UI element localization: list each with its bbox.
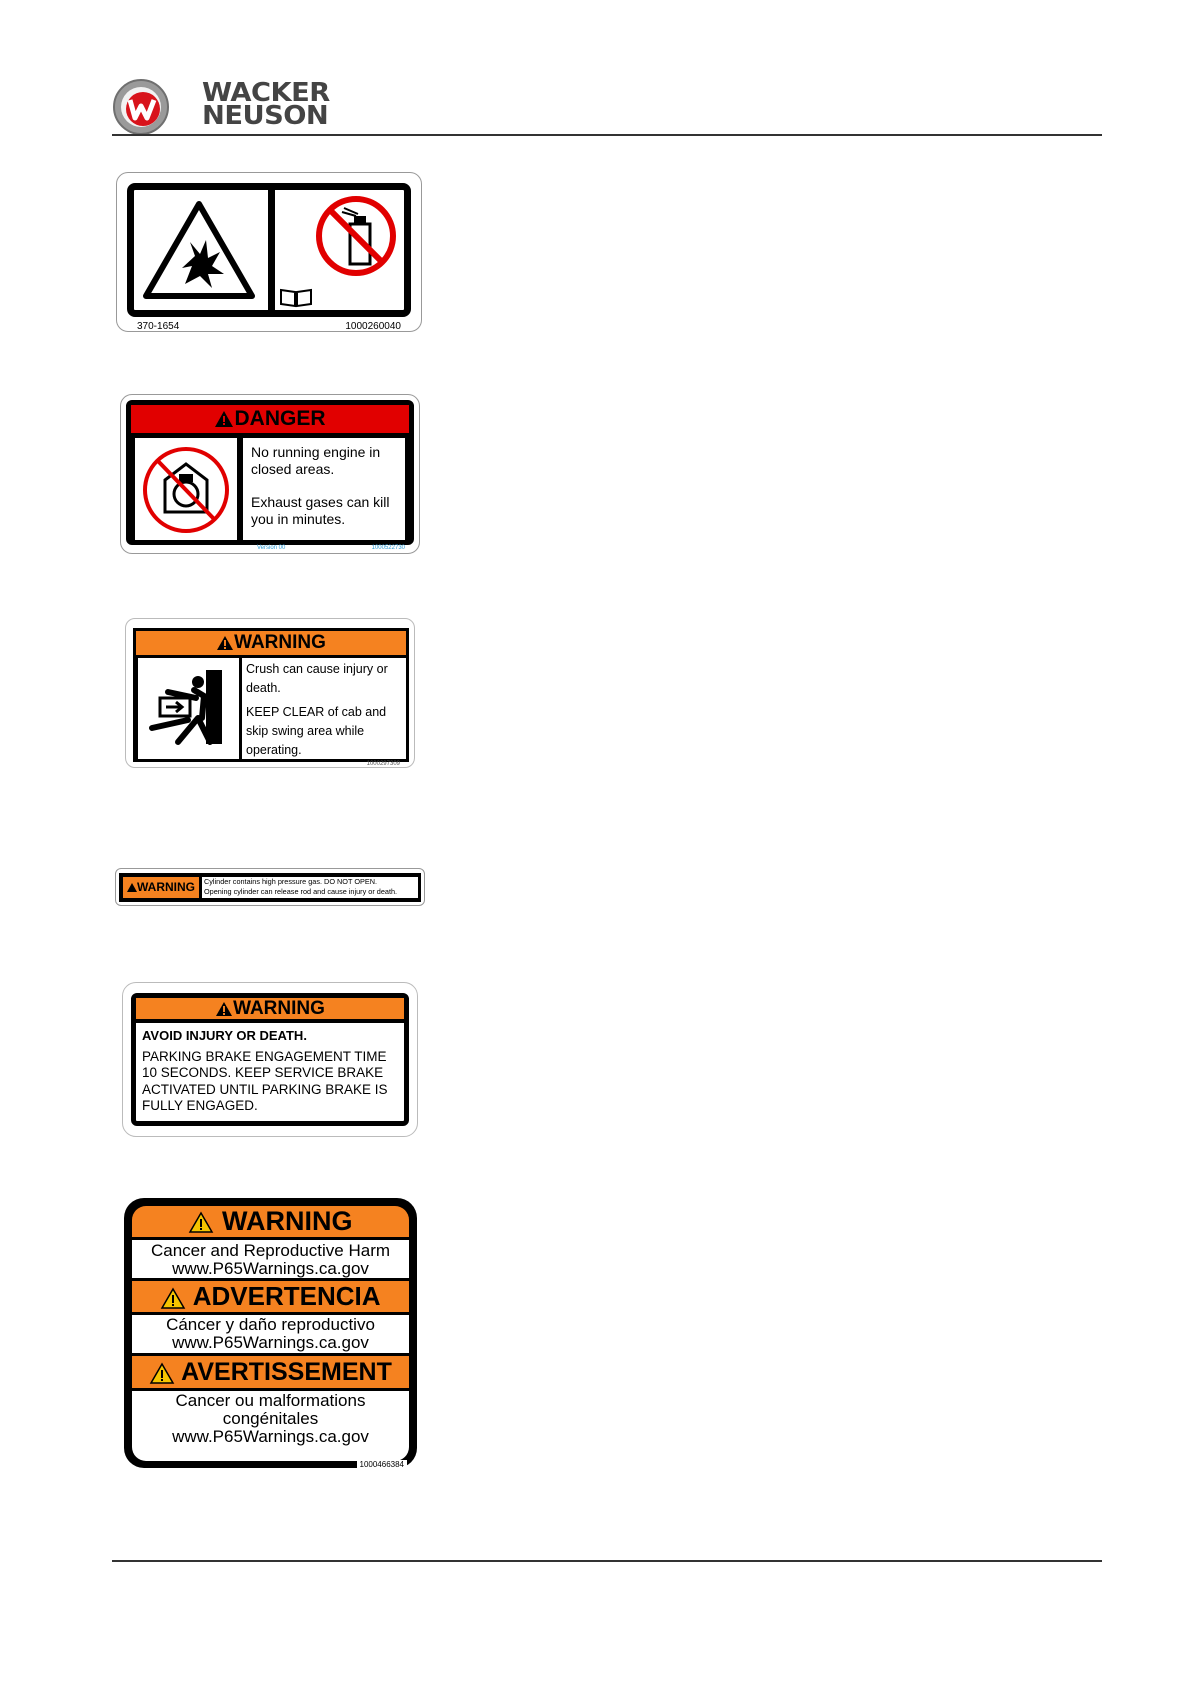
warning-text-en: Cancer and Reproductive Harm www.P65Warnings.ca.gov [132,1240,409,1278]
no-engine-enclosed-area-icon [135,438,237,540]
danger-label [120,394,420,554]
warning-triangle-icon [188,1211,214,1234]
label-code: 1000522730 [371,545,405,551]
warning-triangle-icon [149,1362,175,1385]
warning-triangle-icon [216,635,234,651]
footer-rule [112,1560,1102,1562]
cylinder-warning-label [115,868,425,906]
label-version: Version 00 [257,545,286,551]
header-rule [112,134,1102,136]
label-code-right: 1000260040 [345,321,401,332]
warning-header: WARNING [136,631,406,655]
manual-book-icon [278,286,314,308]
warning-header-es: ADVERTENCIA [132,1281,409,1312]
wacker-neuson-logo-icon [112,78,170,136]
warning-header: WARNING [123,877,199,898]
warning-text-fr: Cancer ou malformations congénitales www.P65Warnings.ca.gov [132,1391,409,1461]
crush-hazard-icon [138,658,239,759]
cylinder-warning-text: Cylinder contains high pressure gas. DO NOT OPEN. Opening cylinder can release rod and cause injury or death. [202,877,418,898]
crush-warning-label [125,618,415,768]
explosion-label [116,172,422,332]
warning-triangle-icon [160,1287,186,1310]
crush-warning-text: Crush can cause injury or death. KEEP CLEAR of cab and skip swing area while operating. [242,658,406,759]
warning-header-en: WARNING [132,1206,409,1237]
warning-header-fr: AVERTISSEMENT [132,1356,409,1388]
warning-triangle-icon [215,1001,233,1017]
warning-triangle-icon [214,410,234,428]
label-code: 1000466384 [357,1460,408,1469]
brand-name: WACKER NEUSON [202,78,330,131]
explosion-warning-icon [140,196,258,304]
danger-text: No running engine in closed areas. Exhaust gases can kill you in minutes. [243,438,405,540]
label-code: 1000297309 [366,761,400,767]
label-code-left: 370-1654 [137,321,180,332]
prop65-warning-label [124,1198,417,1468]
parking-brake-warning-label [122,982,418,1137]
parking-brake-text: AVOID INJURY OR DEATH. PARKING BRAKE ENGAGEMENT TIME 10 SECONDS. KEEP SERVICE BRAKE ACTIVATED UNTIL PARKING BRAKE IS FULLY ENGAGED. [142,1028,388,1113]
warning-header: WARNING [136,998,404,1023]
warning-triangle-icon [127,883,137,892]
danger-header: DANGER [131,405,409,433]
warning-text-es: Cáncer y daño reproductivo www.P65Warnings.ca.gov [132,1315,409,1353]
